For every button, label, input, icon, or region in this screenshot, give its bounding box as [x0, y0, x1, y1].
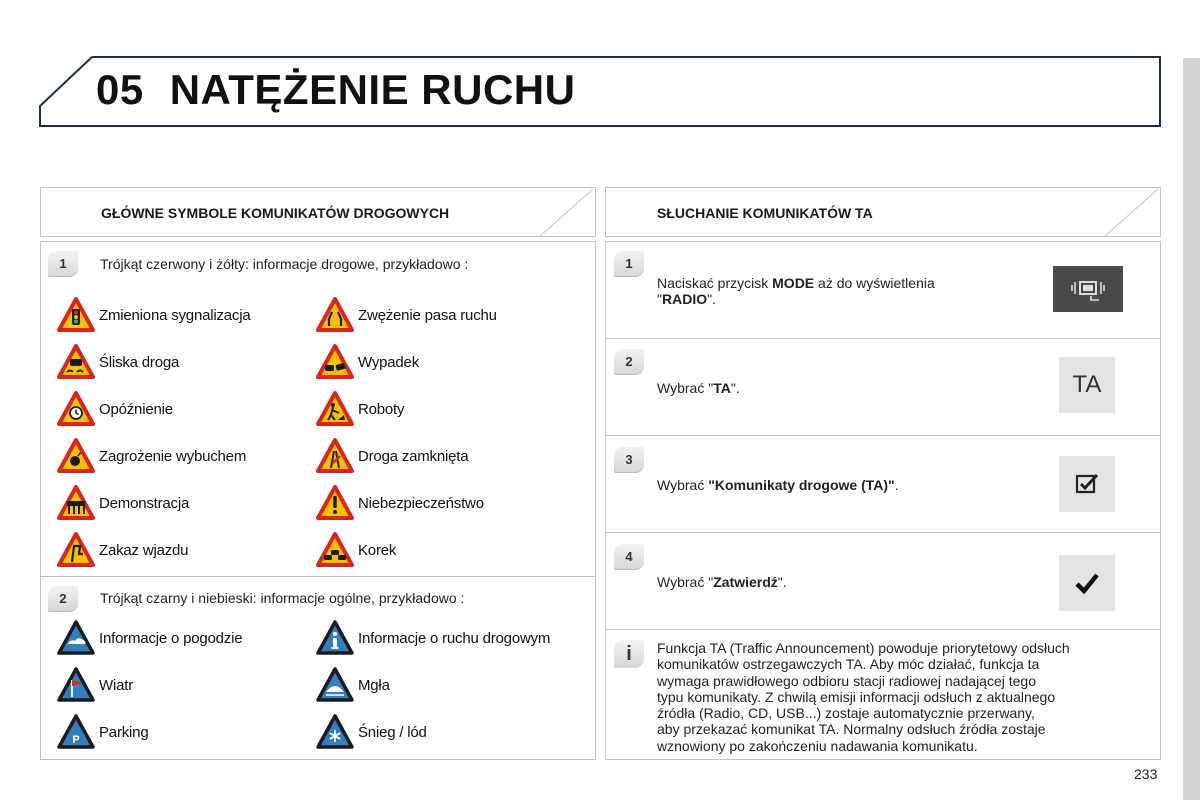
step-text-part: .	[894, 477, 899, 493]
symbol-label: Zakaz wjazdu	[99, 541, 189, 559]
road-narrows-warning-icon	[316, 297, 354, 333]
step-text-part: ".	[730, 380, 740, 396]
symbol-label: Śnieg / lód	[358, 723, 427, 741]
symbol-label: Parking	[99, 723, 149, 741]
step-1-text	[657, 275, 1037, 307]
step-badge: 3	[614, 447, 644, 473]
step-text-bold: TA	[713, 380, 731, 396]
no-entry-warning-icon	[57, 532, 95, 568]
delay-clock-warning-icon	[57, 391, 95, 427]
demonstration-warning-icon	[57, 485, 95, 521]
step-badge: 1	[48, 251, 78, 277]
symbol-label: Droga zamknięta	[358, 447, 469, 465]
right-section-header	[605, 187, 1161, 237]
info-text	[657, 640, 1147, 754]
step-text-part: Naciskać przycisk	[657, 275, 773, 291]
left-section-title: GŁÓWNE SYMBOLE KOMUNIKATÓW DROGOWYCH	[101, 205, 450, 221]
info-icon: i	[614, 640, 644, 668]
symbol-label: Roboty	[358, 400, 405, 418]
symbol-item	[316, 344, 419, 380]
chapter-number: 05	[96, 66, 144, 113]
symbol-item	[57, 391, 173, 427]
symbol-label: Zmieniona sygnalizacja	[99, 306, 251, 324]
left-section-header	[40, 187, 596, 237]
traffic-info-icon	[316, 620, 354, 656]
step-text-part: ".	[777, 574, 787, 590]
symbol-label: Mgła	[358, 676, 390, 694]
symbol-label: Informacje o ruchu drogowym	[358, 629, 551, 647]
symbol-item	[57, 438, 246, 474]
step-4-text	[657, 574, 1037, 590]
symbol-item	[316, 532, 396, 568]
symbol-label: Wypadek	[358, 353, 419, 371]
step-badge: 2	[48, 586, 78, 612]
checkbox-checked-icon	[1059, 456, 1115, 512]
info-line: wymaga prawidłowego odbioru stacji radiowej nadającej tego	[657, 672, 1036, 689]
symbol-item	[57, 714, 148, 750]
traffic-jam-warning-icon	[316, 532, 354, 568]
accident-warning-icon	[316, 344, 354, 380]
symbol-label: Niebezpieczeństwo	[358, 494, 484, 512]
step-text-bold: "Komunikaty drogowe (TA)"	[708, 477, 895, 493]
symbol-item	[316, 297, 497, 333]
snow-ice-info-icon	[316, 714, 354, 750]
step-text-part: ".	[707, 291, 716, 307]
symbol-label: Korek	[358, 541, 397, 559]
info-line: wznowiony po zakończeniu nadawania komunikatu.	[657, 737, 978, 754]
step-text-part: "	[657, 291, 662, 307]
step-badge: 4	[614, 544, 644, 570]
info-line: Funkcja TA (Traffic Announcement) powoduje priorytetowy odsłuch	[657, 640, 1070, 656]
info-line: aby przekazać komunikat TA. Normalny odsłuch źródła zostaje	[657, 721, 1046, 738]
parking-info-icon	[57, 714, 95, 750]
symbol-label: Zagrożenie wybuchem	[99, 447, 247, 465]
wind-info-icon	[57, 667, 95, 703]
step-text-bold: MODE	[772, 275, 815, 291]
info-line: typu komunikaty. Z chwilą emisji informacji odsłuch z aktualnego	[657, 688, 1056, 705]
symbol-item	[316, 714, 427, 750]
chapter-title	[96, 66, 575, 114]
symbol-label: Śliska droga	[99, 353, 180, 371]
symbol-item	[316, 620, 550, 656]
symbol-item	[316, 667, 390, 703]
checkmark-confirm-icon	[1059, 555, 1115, 611]
step-text-part: aż do wyświetlenia	[814, 275, 935, 291]
symbol-item	[57, 667, 133, 703]
symbol-item	[316, 485, 484, 521]
step-text-part: Wybrać "	[657, 380, 714, 396]
symbol-item	[316, 438, 468, 474]
page-edge-tab	[1183, 58, 1200, 800]
symbol-item	[57, 532, 188, 568]
step-text-part: Wybrać	[657, 477, 709, 493]
step-3-text	[657, 477, 1037, 493]
info-line: komunikatów ostrzegawczych TA. Aby móc działać, funkcja ta	[657, 656, 1040, 673]
group1-intro: Trójkąt czerwony i żółty: informacje drogowe, przykładowo :	[100, 256, 469, 272]
group2-intro: Trójkąt czarny i niebieski: informacje ogólne, przykładowo :	[100, 590, 465, 606]
page-number: 233	[1134, 766, 1158, 782]
step-badge: 1	[614, 251, 644, 277]
traffic-light-warning-icon	[57, 297, 95, 333]
slippery-road-warning-icon	[57, 344, 95, 380]
fog-info-icon	[316, 667, 354, 703]
roadworks-warning-icon	[316, 391, 354, 427]
weather-info-icon	[57, 620, 95, 656]
step-badge: 2	[614, 349, 644, 375]
road-closed-warning-icon	[316, 438, 354, 474]
symbol-label: Wiatr	[99, 676, 133, 694]
symbol-item	[57, 620, 242, 656]
symbol-label: Informacje o pogodzie	[99, 629, 243, 647]
chapter-title-text: NATĘŻENIE RUCHU	[169, 66, 576, 113]
info-line: źródła (Radio, CD, USB...) zostaje automatycznie przerwany,	[657, 705, 1035, 722]
symbol-label: Opóźnienie	[99, 400, 173, 418]
symbol-item	[57, 485, 189, 521]
danger-exclamation-warning-icon	[316, 485, 354, 521]
ta-button-label: TA	[1072, 371, 1102, 398]
right-section-title: SŁUCHANIE KOMUNIKATÓW TA	[657, 205, 873, 221]
ta-button-icon	[1059, 357, 1115, 413]
symbol-item	[57, 297, 251, 333]
explosion-warning-icon	[57, 438, 95, 474]
step-2-text	[657, 380, 1037, 396]
step-text-bold: Zatwierdź	[713, 574, 778, 590]
symbol-label: Zwężenie pasa ruchu	[358, 306, 497, 324]
symbol-item	[316, 391, 404, 427]
mode-radio-button-icon	[1053, 266, 1123, 312]
symbol-label: Demonstracja	[99, 494, 190, 512]
symbol-item	[57, 344, 179, 380]
svg-text:P: P	[72, 734, 80, 746]
step-text-part: Wybrać "	[657, 574, 714, 590]
step-text-bold: RADIO	[661, 291, 708, 307]
